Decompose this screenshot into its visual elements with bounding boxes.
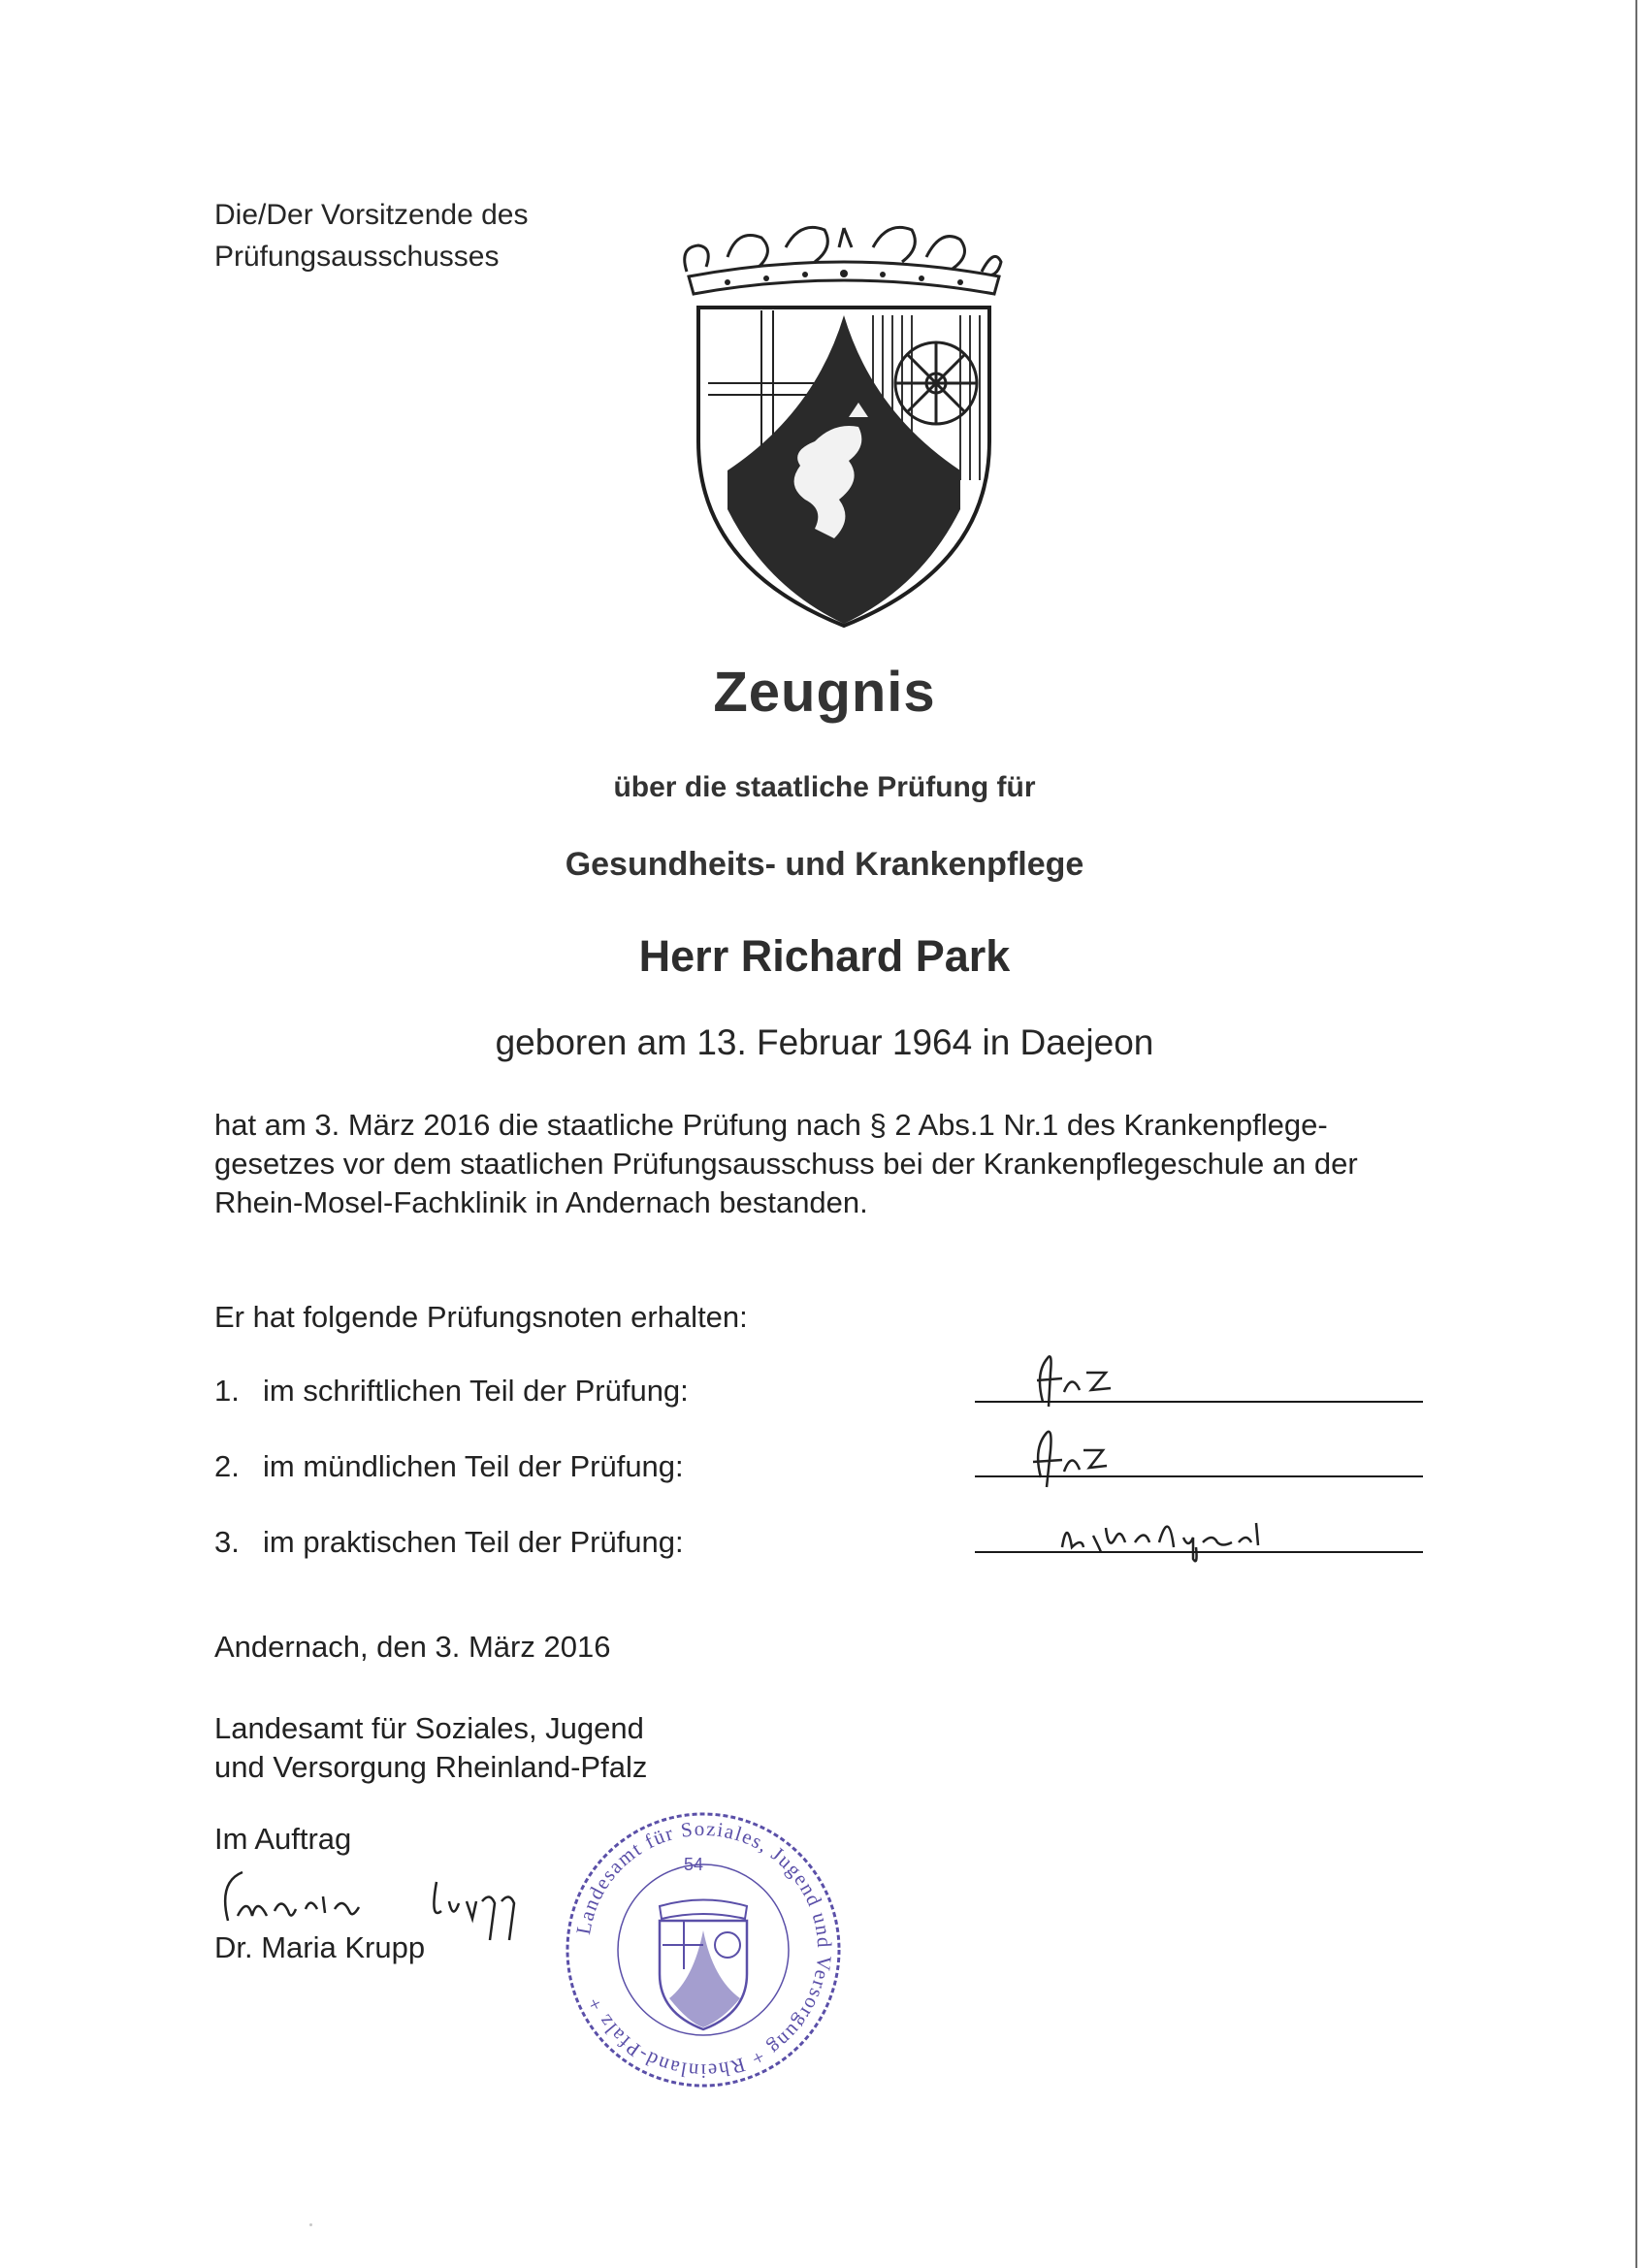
page-edge-divider <box>1635 0 1637 2268</box>
exam-statement-line-1: hat am 3. März 2016 die staatliche Prüfung nach § 2 Abs.1 Nr.1 des Krankenpflege- <box>214 1108 1328 1142</box>
grade-label: im schriftlichen Teil der Prüfung: <box>263 1374 689 1408</box>
grade-number: 1. <box>214 1374 240 1408</box>
exam-statement-line-3: Rhein-Mosel-Fachklinik in Andernach bestanden. <box>214 1185 868 1219</box>
stamp-number: 54 <box>684 1855 704 1874</box>
exam-field: Gesundheits- und Krankenpflege <box>565 846 1084 883</box>
coat-of-arms-icon <box>669 218 1018 635</box>
official-stamp-icon <box>558 1804 849 2095</box>
exam-statement-line-2: gesetzes vor dem staatlichen Prüfungsausschuss bei der Krankenpflegeschule an der <box>214 1147 1358 1181</box>
handwritten-grade-oral <box>975 1421 1423 1489</box>
handwritten-grade-practical <box>975 1499 1423 1567</box>
recipient-name: Herr Richard Park <box>638 931 1011 981</box>
on-behalf-label: Im Auftrag <box>214 1822 352 1856</box>
header-line-2: Prüfungsausschusses <box>214 241 500 273</box>
birth-details: geboren am 13. Februar 1964 in Daejeon <box>495 1022 1154 1062</box>
signatory-name: Dr. Maria Krupp <box>214 1930 426 1964</box>
grade-line-practical <box>975 1551 1423 1553</box>
header-committee-chair <box>214 194 529 277</box>
grade-label: im mündlichen Teil der Prüfung: <box>263 1449 684 1483</box>
document-title: Zeugnis <box>713 661 936 724</box>
grade-number: 2. <box>214 1449 240 1483</box>
stamp-ring-text: Landesamt für Soziales, Jugend und Versorgung + Rheinland-Pfalz + <box>571 1816 837 2084</box>
authority-line-1: Landesamt für Soziales, Jugend <box>214 1711 644 1745</box>
place-and-date: Andernach, den 3. März 2016 <box>214 1630 611 1664</box>
issuing-authority <box>214 1709 647 1787</box>
grade-line-written <box>975 1401 1423 1403</box>
grade-label: im praktischen Teil der Prüfung: <box>263 1525 684 1559</box>
grade-row-oral <box>214 1449 684 1484</box>
exam-statement <box>214 1106 1475 1222</box>
grade-row-written <box>214 1374 689 1409</box>
grade-line-oral <box>975 1475 1423 1477</box>
document-subtitle: über die staatliche Prüfung für <box>613 771 1036 803</box>
grade-number: 3. <box>214 1525 240 1559</box>
grades-intro: Er hat folgende Prüfungsnoten erhalten: <box>214 1300 748 1334</box>
grade-row-practical <box>214 1525 684 1560</box>
header-line-1: Die/Der Vorsitzende des <box>214 199 529 231</box>
scan-speck <box>309 2223 312 2226</box>
authority-line-2: und Versorgung Rheinland-Pfalz <box>214 1750 648 1784</box>
